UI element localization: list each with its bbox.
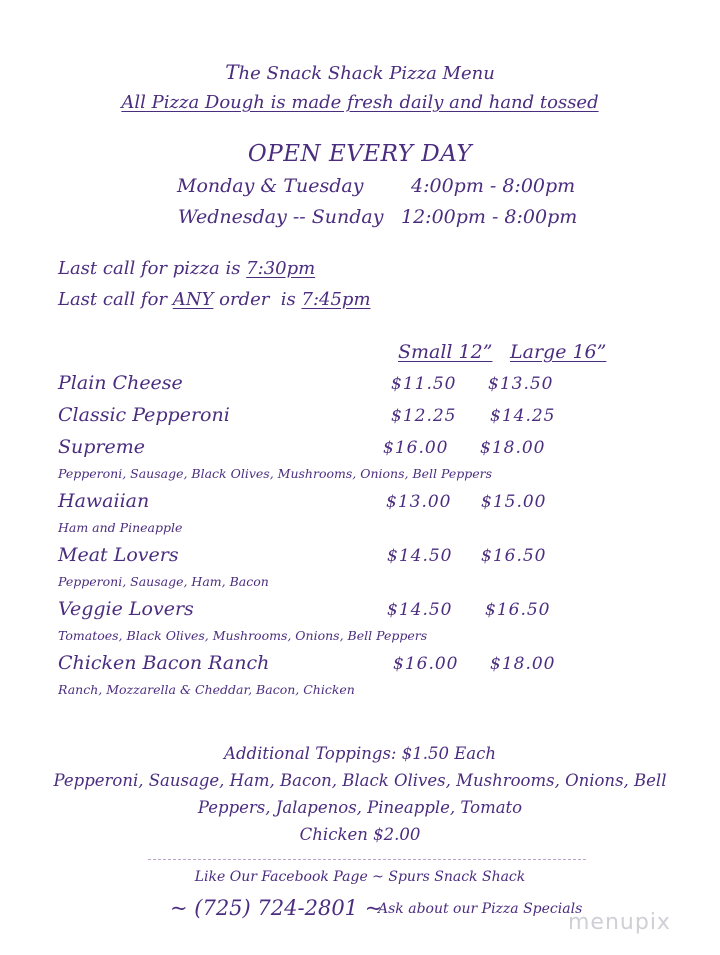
pizza-description: Ranch, Mozzarella & Cheddar, Bacon, Chicken xyxy=(58,682,355,697)
pizza-name: Veggie Lovers xyxy=(58,598,194,620)
pizza-price-small: $16.00 xyxy=(383,438,449,458)
menu-title-rest: he Snack Shack Pizza Menu xyxy=(238,63,495,84)
pizza-price-large: $15.00 xyxy=(481,492,547,512)
pizza-price-small: $11.50 xyxy=(391,374,457,394)
pizza-price-large: $16.50 xyxy=(481,546,547,566)
pizza-price-large: $14.25 xyxy=(490,406,556,426)
pizza-name: Meat Lovers xyxy=(58,544,179,566)
pizza-description: Pepperoni, Sausage, Black Olives, Mushrooms, Onions, Bell Peppers xyxy=(58,466,493,481)
hours-time-2: 12:00pm - 8:00pm xyxy=(401,206,578,228)
size-large-header: Large 16” xyxy=(510,341,607,363)
hours-days-1: Monday & Tuesday xyxy=(177,175,364,197)
pizza-price-large: $18.00 xyxy=(490,654,556,674)
pizza-description: Tomatoes, Black Olives, Mushrooms, Onions, Bell Peppers xyxy=(58,628,428,643)
pizza-name: Chicken Bacon Ranch xyxy=(58,652,270,674)
pizza-price-large: $16.50 xyxy=(485,600,551,620)
last-call-pizza xyxy=(58,258,315,279)
toppings-line-2: Peppers, Jalapenos, Pineapple, Tomato xyxy=(197,798,523,817)
dough-tagline: All Pizza Dough is made fresh daily and hand tossed xyxy=(121,92,599,113)
pizza-price-large: $13.50 xyxy=(488,374,554,394)
open-every-day: OPEN EVERY DAY xyxy=(247,141,473,167)
pizza-name: Plain Cheese xyxy=(58,372,183,394)
size-small-header: Small 12” xyxy=(398,341,493,363)
last-call-any-prefix: Last call for xyxy=(58,289,173,310)
last-call-pizza-time: 7:30pm xyxy=(246,258,316,279)
menupix-watermark: menupix xyxy=(568,910,671,935)
hours-time-1: 4:00pm - 8:00pm xyxy=(411,175,576,197)
menu-title-initial: T xyxy=(225,60,239,84)
pizza-price-small: $14.50 xyxy=(387,600,453,620)
pizza-price-small: $13.00 xyxy=(386,492,452,512)
hours-days-2: Wednesday -- Sunday xyxy=(178,206,384,228)
pizza-name: Hawaiian xyxy=(58,490,150,512)
pizza-price-small: $14.50 xyxy=(387,546,453,566)
pizza-price-large: $18.00 xyxy=(480,438,546,458)
pizza-name: Classic Pepperoni xyxy=(58,404,230,426)
pizza-price-small: $12.25 xyxy=(391,406,457,426)
last-call-pizza-prefix: Last call for pizza is xyxy=(58,258,247,279)
menu-title xyxy=(0,60,720,84)
last-call-any-time: 7:45pm xyxy=(301,289,371,310)
last-call-any xyxy=(58,289,371,310)
toppings-chicken: Chicken $2.00 xyxy=(299,825,421,844)
pizza-description: Pepperoni, Sausage, Ham, Bacon xyxy=(58,574,269,589)
pizza-price-small: $16.00 xyxy=(393,654,459,674)
facebook-line: Like Our Facebook Page ~ Spurs Snack Shack xyxy=(194,869,526,885)
pizza-specials-note: Ask about our Pizza Specials xyxy=(378,901,583,917)
pizza-description: Ham and Pineapple xyxy=(58,520,183,535)
pizza-name: Supreme xyxy=(58,436,146,458)
phone-number: ~ (725) 724-2801 ~ xyxy=(170,896,383,920)
last-call-any-word: ANY xyxy=(172,289,214,310)
last-call-any-middle: order is xyxy=(213,289,302,310)
toppings-line-1: Pepperoni, Sausage, Ham, Bacon, Black Olives, Mushrooms, Onions, Bell xyxy=(53,771,667,790)
toppings-title: Additional Toppings: $1.50 Each xyxy=(224,744,496,763)
dashed-divider xyxy=(148,859,586,860)
